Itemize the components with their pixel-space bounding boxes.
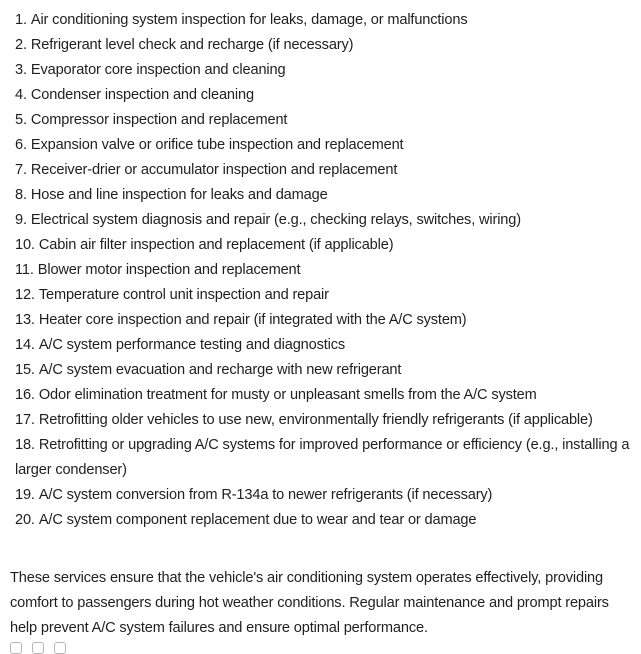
list-item: 4. Condenser inspection and cleaning	[15, 87, 254, 103]
list-item: 11. Blower motor inspection and replacement	[15, 262, 301, 278]
list-item: 12. Temperature control unit inspection and repair	[15, 287, 329, 303]
list-item: 7. Receiver-drier or accumulator inspection and replacement	[15, 162, 398, 178]
response-actions	[10, 642, 66, 652]
list-item: 9. Electrical system diagnosis and repair (e.g., checking relays, switches, wiring)	[15, 212, 521, 228]
thumbs-up-icon[interactable]	[32, 642, 44, 654]
list-item: 19. A/C system conversion from R-134a to newer refrigerants (if necessary)	[15, 487, 493, 503]
list-item: 13. Heater core inspection and repair (if integrated with the A/C system)	[15, 312, 467, 328]
response-content	[0, 8, 641, 641]
list-item: 3. Evaporator core inspection and cleaning	[15, 62, 286, 78]
list-item: 14. A/C system performance testing and diagnostics	[15, 337, 346, 353]
thumbs-down-icon[interactable]	[54, 642, 66, 654]
list-item: 5. Compressor inspection and replacement	[15, 112, 288, 128]
service-list	[0, 8, 641, 533]
list-item: 10. Cabin air filter inspection and replacement (if applicable)	[15, 237, 394, 253]
list-item: 2. Refrigerant level check and recharge (if necessary)	[15, 37, 354, 53]
list-item: 1. Air conditioning system inspection for leaks, damage, or malfunctions	[15, 12, 468, 28]
list-item: 17. Retrofitting older vehicles to use new, environmentally friendly refrigerants (if applicable)	[15, 412, 593, 428]
summary-paragraph: These services ensure that the vehicle's air conditioning system operates effectively, providing comfort to passengers during hot weather conditions. Regular maintenance and prompt repairs help prevent A/C system failures and ensure optimal performance.	[10, 570, 609, 636]
list-item: 20. A/C system component replacement due to wear and tear or damage	[15, 512, 477, 528]
list-item: 6. Expansion valve or orifice tube inspection and replacement	[15, 137, 404, 153]
copy-icon[interactable]	[10, 642, 22, 654]
list-item: 18. Retrofitting or upgrading A/C systems for improved performance or efficiency (e.g., installing a larger condenser)	[15, 437, 630, 478]
list-item: 8. Hose and line inspection for leaks and damage	[15, 187, 328, 203]
list-item: 16. Odor elimination treatment for musty or unpleasant smells from the A/C system	[15, 387, 537, 403]
list-item: 15. A/C system evacuation and recharge with new refrigerant	[15, 362, 402, 378]
